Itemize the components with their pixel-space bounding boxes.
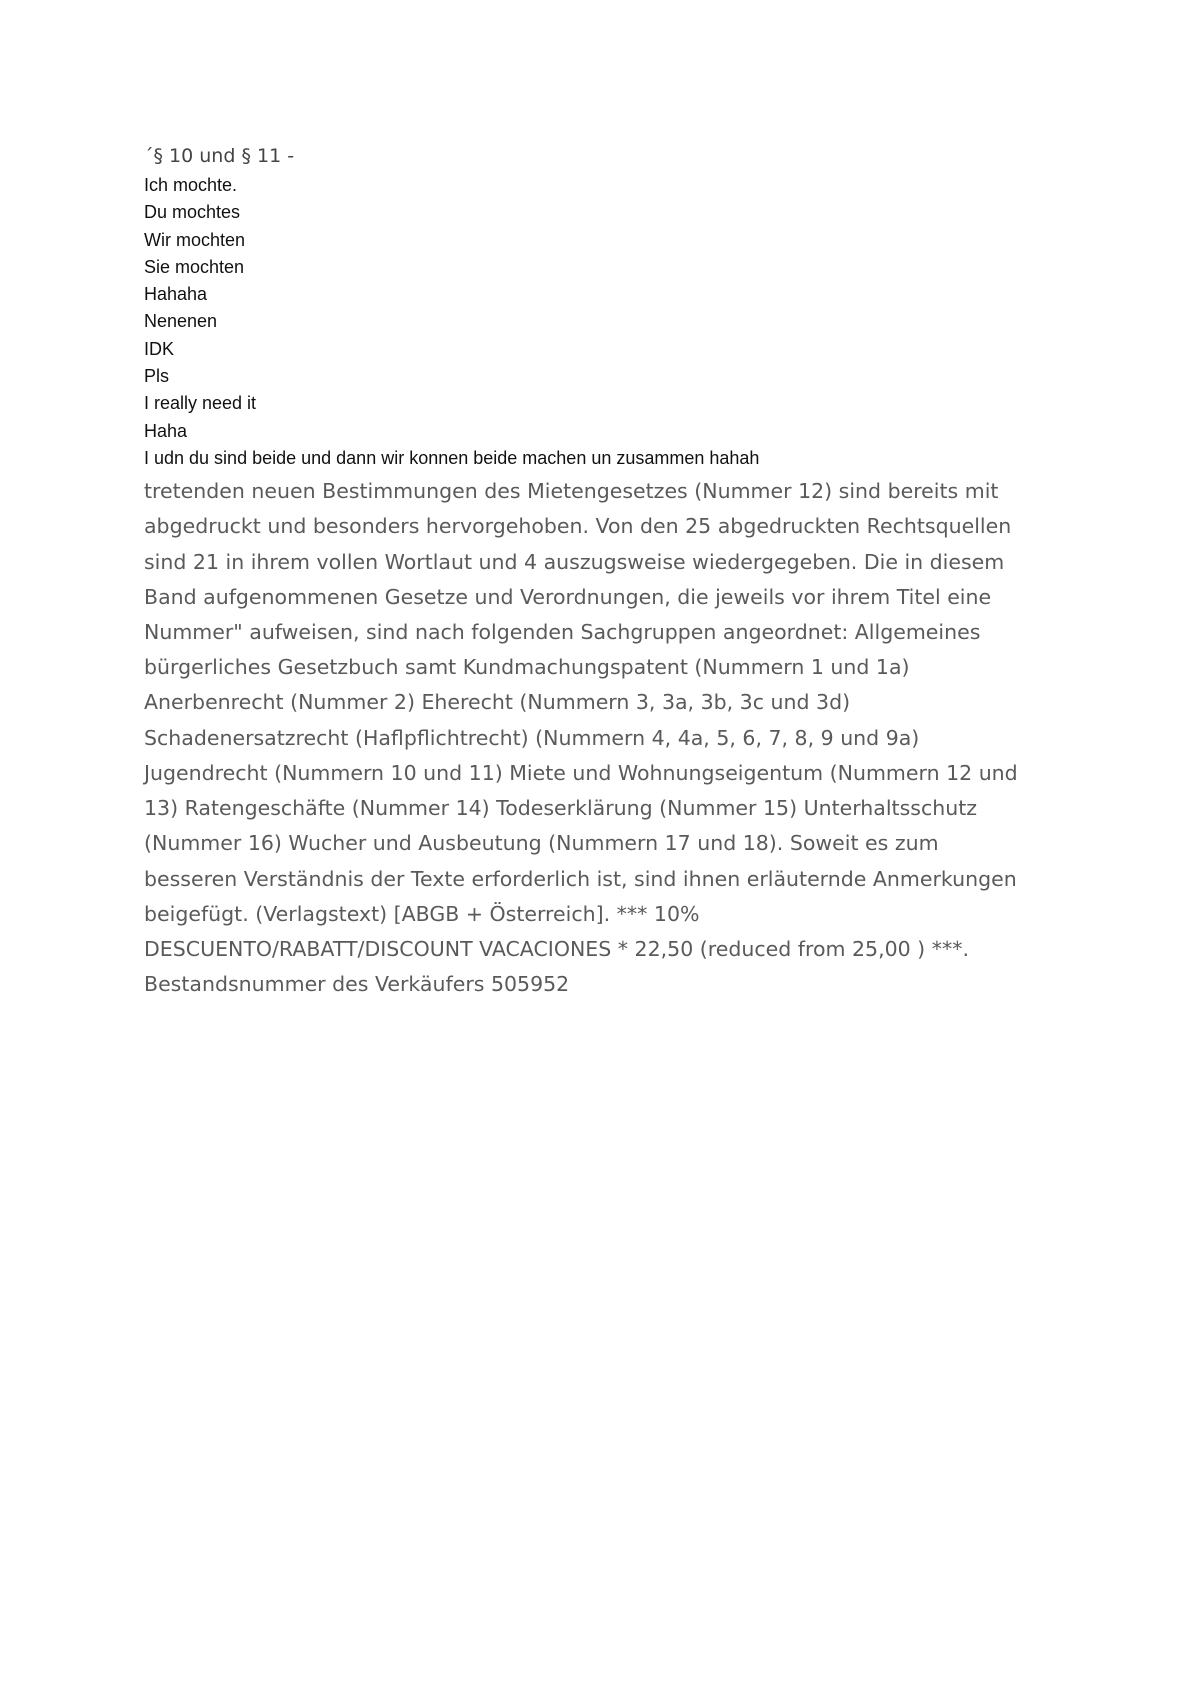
body-line: Anerbenrecht (Nummer 2) Eherecht (Nummern 3, 3a, 3b, 3c und 3d) bbox=[144, 690, 851, 715]
body-line: sind 21 in ihrem vollen Wortlaut und 4 auszugsweise wiedergegeben. Die in diesem bbox=[144, 549, 1005, 574]
short-line: Nenenen bbox=[144, 311, 218, 332]
body-line: Nummer" aufweisen, sind nach folgenden Sachgruppen angeordnet: Allgemeines bbox=[144, 620, 981, 645]
short-line: Haha bbox=[144, 420, 188, 441]
body-line: (Nummer 16) Wucher und Ausbeutung (Nummern 17 und 18). Soweit es zum bbox=[144, 831, 939, 856]
short-line: Du mochtes bbox=[144, 202, 241, 223]
body-line: besseren Verständnis der Texte erforderlich ist, sind ihnen erläuternde Anmerkungen bbox=[144, 866, 1017, 891]
short-line: I udn du sind beide und dann wir konnen beide machen un zusammen hahah bbox=[144, 447, 760, 468]
short-line: Hahaha bbox=[144, 284, 208, 305]
short-lines-list bbox=[144, 172, 1064, 472]
short-line: Wir mochten bbox=[144, 229, 246, 250]
body-line: Band aufgenommenen Gesetze und Verordnungen, die jeweils vor ihrem Titel eine bbox=[144, 584, 992, 609]
body-line: Jugendrecht (Nummern 10 und 11) Miete und Wohnungseigentum (Nummern 12 und bbox=[144, 760, 1018, 785]
body-paragraph bbox=[144, 472, 1064, 1002]
body-line: 13) Ratengeschäfte (Nummer 14) Todeserklärung (Nummer 15) Unterhaltsschutz bbox=[144, 796, 978, 821]
body-line: DESCUENTO/RABATT/DISCOUNT VACACIONES * 22,50 (reduced from 25,00 ) ***. bbox=[144, 936, 969, 961]
document-content bbox=[144, 140, 1064, 1002]
short-line: Pls bbox=[144, 366, 170, 387]
short-line: I really need it bbox=[144, 393, 257, 414]
body-line: Schadenersatzrecht (Haflpflichtrecht) (Nummern 4, 4a, 5, 6, 7, 8, 9 und 9a) bbox=[144, 725, 920, 750]
short-line: Sie mochten bbox=[144, 256, 245, 277]
body-line: abgedruckt und besonders hervorgehoben. Von den 25 abgedruckten Rechtsquellen bbox=[144, 514, 1012, 539]
body-line: bürgerliches Gesetzbuch samt Kundmachungspatent (Nummern 1 und 1a) bbox=[144, 655, 910, 680]
body-line: Bestandsnummer des Verkäufers 505952 bbox=[144, 972, 570, 997]
body-line: tretenden neuen Bestimmungen des Mietengesetzes (Nummer 12) sind bereits mit bbox=[144, 479, 999, 504]
document-heading: ´§ 10 und § 11 - bbox=[144, 145, 295, 167]
short-line: IDK bbox=[144, 338, 175, 359]
short-line: Ich mochte. bbox=[144, 175, 238, 195]
body-line: beigefügt. (Verlagstext) [ABGB + Österreich]. *** 10% bbox=[144, 901, 700, 926]
